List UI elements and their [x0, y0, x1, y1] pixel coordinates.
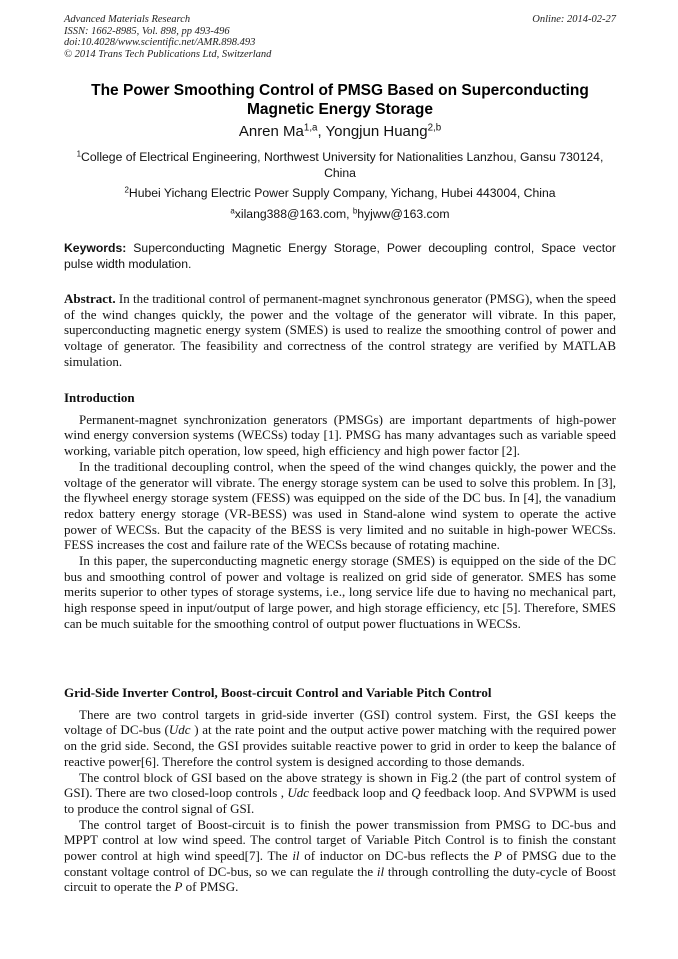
body-paragraph: In this paper, the superconducting magnetic energy storage (SMES) is equipped on the side of the DC bus and smoothing control of power and voltage is realized on grid side of generator. SMES has some merits superior to other types of storage systems, i.e., long service life due to having no mechanical part, high response speed in input/output of large power, and high storage efficiency, etc [5]. Therefore, SMES can be much suitable for the smoothing control of output power fluctuations in WECSs. — [64, 553, 616, 631]
body-paragraph: Permanent-magnet synchronization generators (PMSGs) are important departments of high-power wind energy conversion systems (WECSs) today [1]. PMSG has many advantages such as variable speed working, variable pitch operation, low speed, high efficiency and high power factor [2]. — [64, 411, 616, 459]
abstract-label: Abstract. — [64, 291, 116, 306]
body-paragraph: In the traditional decoupling control, when the speed of the wind changes quickly, the power and the voltage of the generator will vibrate. The energy storage system can be used to solve this problem. In [3], the flywheel energy storage system (FESS) was equipped on the side of the DC bus. In [4], the vanadium redox battery energy storage (VR-BESS) was used in Stand-alone wind system to operate the active power of WECSs. But the capacity of the BESS is very limited and no suitable in high-power WECSs. FESS increases the cost and failure rate of the WECSs because of rotating machine. — [64, 458, 616, 553]
journal-name: Advanced Materials Research — [64, 14, 191, 25]
body-paragraph: The control target of Boost-circuit is to finish the power transmission from PMSG to DC-bus and MPPT control at low wind speed. The control target of Variable Pitch Control is to finish the constant power control at high wind speed[7]. The il of inductor on DC-bus reflects the P of PMSG due to the constant voltage control of DC-bus, so we can regulate the il through controlling the duty-cycle of Boost circuit to operate the P of PMSG. — [64, 816, 616, 895]
copyright-line: © 2014 Trans Tech Publications Ltd, Switzerland — [64, 48, 272, 60]
section-grid-side-control — [64, 685, 616, 895]
affiliation-sup: 2 — [124, 185, 129, 195]
email-link[interactable]: hyjww@163.com — [357, 207, 450, 221]
keywords-label: Keywords: — [64, 241, 127, 255]
author-name: Anren Ma — [238, 123, 304, 140]
section-heading: Grid-Side Inverter Control, Boost-circuit Control and Variable Pitch Control — [64, 685, 492, 700]
author-sup: 2,b — [427, 122, 442, 134]
body-paragraph: There are two control targets in grid-side inverter (GSI) control system. First, the GSI keeps the voltage of DC-bus (Udc ) at the rate point and the output active power matching with the required power on the grid side. Second, the GSI provides suitable reactive power to grid in order to keep the balance of reactive power[6]. Therefore the control system is designed according to those demands. — [64, 706, 616, 769]
affiliation-1 — [64, 149, 616, 181]
doi-line: doi:10.4028/www.scientific.net/AMR.898.493 — [64, 37, 256, 48]
abstract-text: In the traditional control of permanent-magnet synchronous generator (PMSG), when the speed of the wind changes quickly, the power and the voltage of the generator will vibrate. In this paper, superconducting magnetic energy system (SMES) is used to realize the smoothing control of power and voltage of generator. The feasibility and correctness of the control strategy are verified by MATLAB simulation. — [64, 291, 616, 369]
abstract — [64, 291, 616, 370]
keywords-text: Superconducting Magnetic Energy Storage, Power decoupling control, Space vector pulse width modulation. — [64, 241, 616, 271]
issn-line: ISSN: 1662-8985, Vol. 898, pp 493-496 — [64, 25, 230, 37]
body-paragraph: The control block of GSI based on the above strategy is shown in Fig.2 (the part of control system of GSI). There are two closed-loop controls , Udc feedback loop and Q feedback loop. And SVPWM is used to produce the control signal of GSI. — [64, 769, 616, 816]
keywords — [64, 240, 616, 272]
email-sup: b — [352, 206, 358, 216]
email-separator: , — [346, 207, 353, 221]
author-list — [64, 123, 616, 141]
journal-header — [64, 14, 616, 60]
author-name: Yongjun Huang — [325, 123, 428, 140]
author-sup: 1,a — [303, 122, 318, 134]
affiliation-text: College of Electrical Engineering, Northwest University for Nationalities Lanzhou, Gansu 730124, China — [81, 150, 604, 180]
author-separator: , — [317, 123, 326, 140]
paper-title: The Power Smoothing Control of PMSG Based on Superconducting Magnetic Energy Storage — [91, 82, 589, 118]
section-heading: Introduction — [64, 390, 135, 405]
email-line — [64, 206, 616, 222]
section-introduction — [64, 390, 616, 632]
online-date: Online: 2014-02-27 — [532, 14, 616, 25]
email-sup: a — [230, 206, 235, 216]
affiliation-text: Hubei Yichang Electric Power Supply Company, Yichang, Hubei 443004, China — [128, 186, 556, 200]
affiliation-2 — [64, 185, 616, 201]
affiliation-sup: 1 — [76, 149, 82, 159]
email-link[interactable]: xilang388@163.com — [234, 207, 347, 221]
